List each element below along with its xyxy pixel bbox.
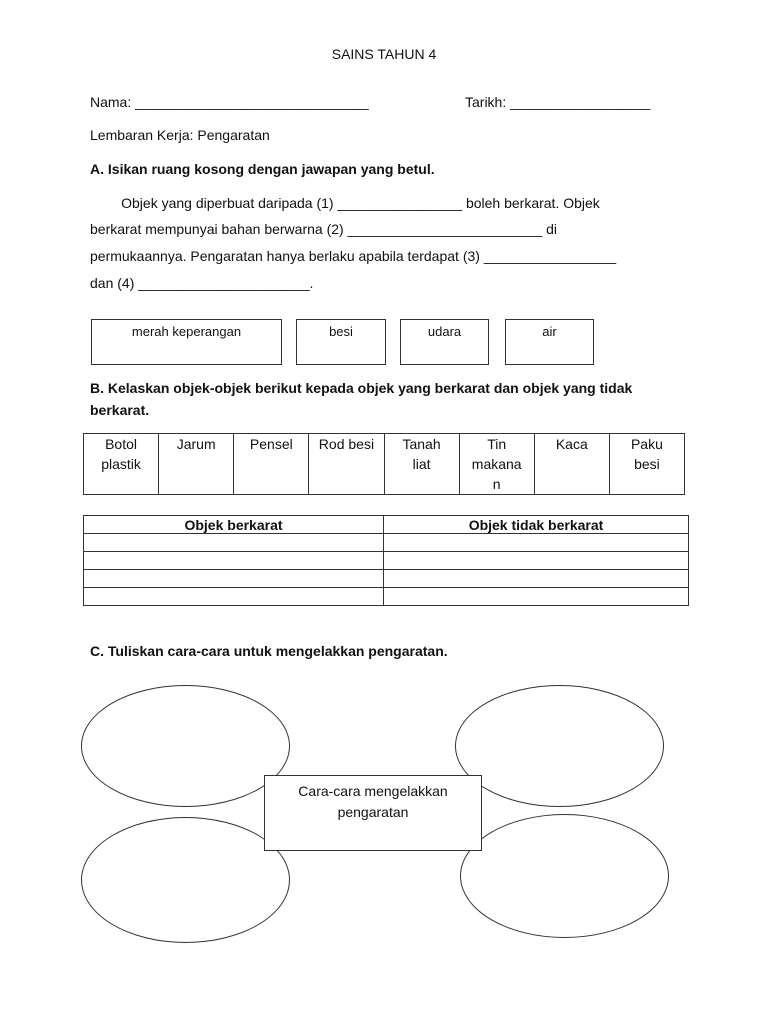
answer-ellipse-top-right[interactable] — [455, 685, 664, 807]
column-header-berkarat: Objek berkarat — [84, 516, 384, 534]
table-cell[interactable] — [84, 570, 384, 588]
item-cell: Tanah liat — [384, 434, 459, 495]
answer-ellipse-bottom-left[interactable] — [81, 817, 290, 943]
section-c-heading: C. Tuliskan cara-cara untuk mengelakkan pengaratan. — [90, 643, 448, 659]
item-cell: Jarum — [159, 434, 234, 495]
page-title: SAINS TAHUN 4 — [331, 46, 437, 62]
answer-ellipse-top-left[interactable] — [81, 685, 290, 807]
table-cell[interactable] — [84, 588, 384, 606]
column-header-tidak-berkarat: Objek tidak berkarat — [384, 516, 689, 534]
table-cell[interactable] — [384, 588, 689, 606]
answer-ellipse-bottom-right[interactable] — [460, 814, 669, 938]
fill-blank-line-4: dan (4) ______________________. — [90, 275, 314, 291]
items-table — [83, 433, 685, 495]
name-field[interactable]: Nama: ______________________________ — [90, 94, 369, 110]
fill-blank-line-2: berkarat mempunyai bahan berwarna (2) _________________________ di — [90, 221, 558, 237]
date-field[interactable]: Tarikh: __________________ — [465, 94, 651, 110]
item-cell: Tin makana n — [459, 434, 534, 495]
section-b-heading-line-2: berkarat. — [90, 402, 150, 418]
item-cell: Pensel — [234, 434, 309, 495]
classification-table — [83, 515, 689, 606]
fill-blank-line-3: permukaannya. Pengaratan hanya berlaku apabila terdapat (3) _________________ — [90, 248, 617, 264]
item-cell: Paku besi — [609, 434, 684, 495]
center-topic-box: Cara-cara mengelakkan pengaratan — [264, 775, 482, 851]
table-cell[interactable] — [384, 570, 689, 588]
item-cell: Rod besi — [309, 434, 384, 495]
table-cell[interactable] — [384, 552, 689, 570]
worksheet-title: Lembaran Kerja: Pengaratan — [90, 127, 270, 143]
word-bank-udara: udara — [400, 319, 489, 365]
table-cell[interactable] — [84, 552, 384, 570]
section-a-heading: A. Isikan ruang kosong dengan jawapan yang betul. — [90, 161, 435, 177]
word-bank-merah-keperangan: merah keperangan — [91, 319, 282, 365]
fill-blank-line-1: Objek yang diperbuat daripada (1) ________________ boleh berkarat. Objek — [90, 195, 600, 211]
item-cell: Kaca — [534, 434, 609, 495]
table-cell[interactable] — [384, 534, 689, 552]
section-b-heading-line-1: B. Kelaskan objek-objek berikut kepada objek yang berkarat dan objek yang tidak — [90, 380, 633, 396]
item-cell: Botol plastik — [84, 434, 159, 495]
word-bank-besi: besi — [296, 319, 386, 365]
table-cell[interactable] — [84, 534, 384, 552]
word-bank-air: air — [505, 319, 594, 365]
